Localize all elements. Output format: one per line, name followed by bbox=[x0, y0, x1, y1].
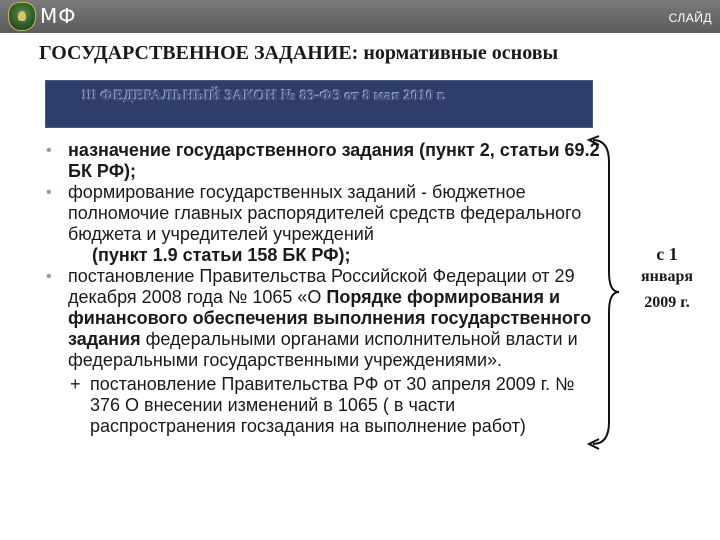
note-line: 2009 г. bbox=[644, 294, 690, 311]
list-item bbox=[22, 140, 602, 182]
sub-item-text: постановление Правительства РФ от 30 апреля 2009 г. № 376 О внесении изменений в 1065 ( в части распространения госзадания на выполнение работ) bbox=[90, 374, 575, 436]
sub-list-item bbox=[22, 374, 602, 437]
logo-text: МФ bbox=[40, 4, 77, 28]
list-item bbox=[22, 182, 602, 266]
top-bar bbox=[0, 0, 720, 33]
bullet-icon: • bbox=[46, 184, 52, 201]
note-line: с 1 bbox=[656, 244, 678, 264]
ministry-emblem-icon bbox=[8, 2, 36, 31]
law-banner-text: !!! ФЕДЕРАЛЬНЫЙ ЗАКОН № 83-ФЗ от 8 мая 2010 г. bbox=[82, 88, 447, 104]
effective-date-note bbox=[624, 243, 710, 317]
curly-bracket-icon bbox=[575, 132, 625, 452]
plus-icon: + bbox=[70, 374, 81, 394]
bullet-text: назначение государственного задания (пункт 2, статьи 69.2 БК РФ); bbox=[68, 140, 600, 181]
bullet-text: постановление Правительства Российской Федерации от 29 декабря 2008 года № 1065 «О bbox=[68, 266, 575, 307]
content-body bbox=[22, 140, 602, 437]
slide-label: СЛАЙД bbox=[668, 11, 712, 25]
bullet-text: формирование государственных заданий - бюджетное полномочие главных распорядителей средств федерального бюджета и учредителей учреждений bbox=[68, 182, 582, 244]
bullet-icon: • bbox=[46, 142, 52, 159]
bullet-reference: (пункт 1.9 статьи 158 БК РФ); bbox=[92, 245, 351, 265]
law-banner bbox=[45, 80, 593, 128]
bullet-icon: • bbox=[46, 268, 52, 285]
bullet-text-end: федеральными органами исполнительной власти и федеральными государственными учреждениями». bbox=[68, 329, 578, 370]
slide-title: ГОСУДАРСТВЕННОЕ ЗАДАНИЕ: нормативные основы bbox=[39, 42, 559, 64]
note-line: января bbox=[640, 268, 694, 285]
list-item bbox=[22, 266, 602, 371]
bullet-bold-text: Порядке формирования и финансового обеспечения выполнения государственного задания bbox=[68, 287, 592, 349]
